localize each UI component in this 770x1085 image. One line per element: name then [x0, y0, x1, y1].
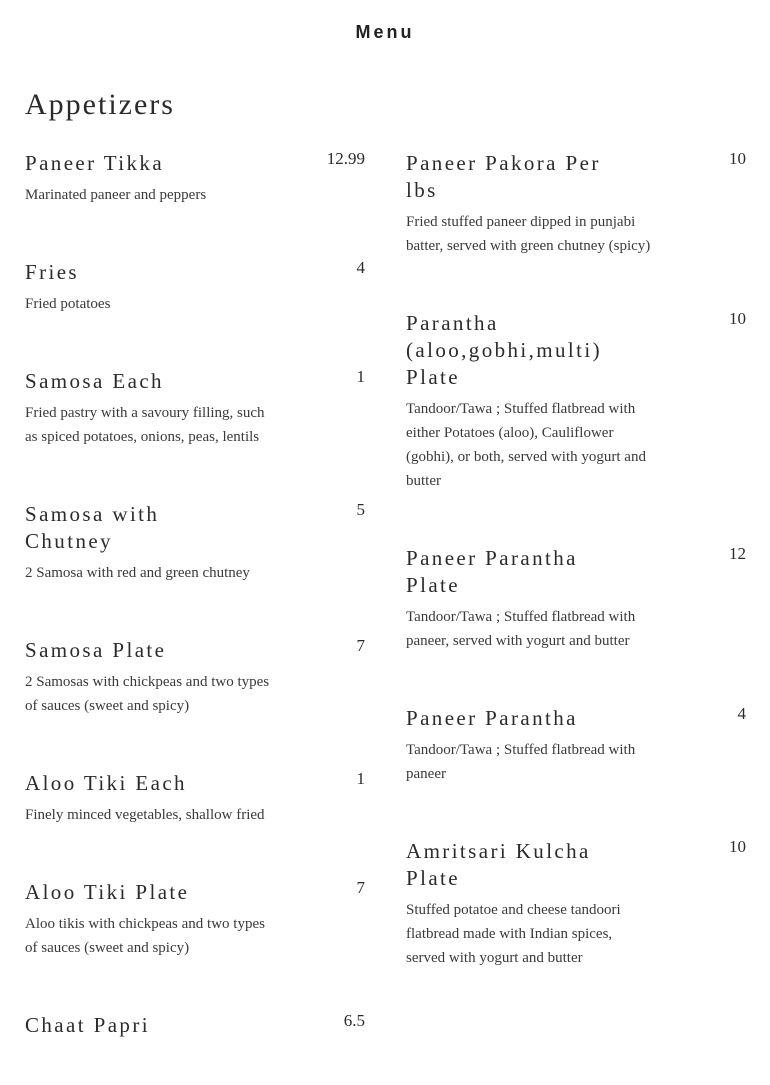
menu-item[interactable]	[25, 770, 365, 827]
menu-item-name: Aloo Tiki Each	[25, 771, 187, 795]
menu-item-price: 12	[729, 544, 746, 563]
menu-item-name: Amritsari Kulcha Plate	[406, 839, 591, 890]
menu-item-description: Finely minced vegetables, shallow fried	[25, 807, 265, 823]
menu-item-name: Fries	[25, 260, 79, 284]
menu-item-description: 2 Samosas with chickpeas and two types of sauces (sweet and spicy)	[25, 674, 270, 714]
menu-item-name: Parantha (aloo,gobhi,multi) Plate	[406, 311, 603, 389]
menu-item-price: 10	[729, 837, 746, 856]
menu-item-description: Fried potatoes	[25, 296, 111, 312]
menu-item[interactable]	[25, 637, 365, 718]
section-title-appetizers: Appetizers	[25, 88, 175, 121]
menu-item-price: 1	[356, 367, 365, 386]
menu-item-description: Marinated paneer and peppers	[25, 187, 207, 203]
menu-item[interactable]	[406, 150, 746, 258]
menu-item-name: Paneer Parantha	[406, 706, 578, 730]
menu-item-name: Aloo Tiki Plate	[25, 880, 190, 904]
menu-item[interactable]	[25, 879, 365, 960]
menu-item-price: 7	[356, 636, 365, 655]
menu-item-name: Samosa Plate	[25, 638, 167, 662]
menu-item-name: Paneer Tikka	[25, 151, 165, 175]
menu-item[interactable]	[406, 838, 746, 970]
menu-item[interactable]	[25, 1012, 365, 1039]
menu-item-description: Tandoor/Tawa ; Stuffed flatbread with either Potatoes (aloo), Cauliflower (gobhi), or both, served with yogurt and butter	[406, 401, 646, 489]
menu-item[interactable]	[406, 545, 746, 653]
menu-item-description: Aloo tikis with chickpeas and two types of sauces (sweet and spicy)	[25, 916, 265, 956]
menu-item[interactable]	[406, 705, 746, 786]
menu-item-price: 5	[356, 500, 365, 519]
menu-item-description: Stuffed potatoe and cheese tandoori flatbread made with Indian spices, served with yogurt and butter	[406, 902, 621, 966]
menu-column-left	[25, 150, 365, 1039]
menu-item-description: 2 Samosa with red and green chutney	[25, 565, 250, 581]
menu-item-name: Paneer Parantha Plate	[406, 546, 578, 597]
menu-item[interactable]	[406, 310, 746, 493]
menu-column-right	[406, 150, 746, 970]
menu-item-description: Tandoor/Tawa ; Stuffed flatbread with paneer, served with yogurt and butter	[406, 609, 636, 649]
menu-item[interactable]	[25, 259, 365, 316]
menu-item-name: Samosa Each	[25, 369, 164, 393]
menu-item[interactable]	[25, 501, 365, 585]
menu-item[interactable]	[25, 150, 365, 207]
menu-item-price: 4	[737, 704, 746, 723]
menu-item-price: 12.99	[326, 149, 365, 168]
menu-item-description: Tandoor/Tawa ; Stuffed flatbread with paneer	[406, 742, 636, 782]
menu-item-price: 7	[356, 878, 365, 897]
menu-item-price: 10	[729, 309, 746, 328]
menu-item-description: Fried pastry with a savoury filling, such as spiced potatoes, onions, peas, lentils	[25, 405, 265, 445]
menu-item-price: 1	[356, 769, 365, 788]
menu-item-description: Fried stuffed paneer dipped in punjabi batter, served with green chutney (spicy)	[406, 214, 651, 254]
menu-item-name: Paneer Pakora Per lbs	[406, 151, 601, 202]
menu-item-name: Chaat Papri	[25, 1013, 150, 1037]
menu-item[interactable]	[25, 368, 365, 449]
menu-item-price: 4	[356, 258, 365, 277]
menu-item-name: Samosa with Chutney	[25, 502, 160, 553]
menu-item-price: 6.5	[343, 1011, 365, 1030]
page-title: Menu	[355, 22, 415, 42]
menu-item-price: 10	[729, 149, 746, 168]
